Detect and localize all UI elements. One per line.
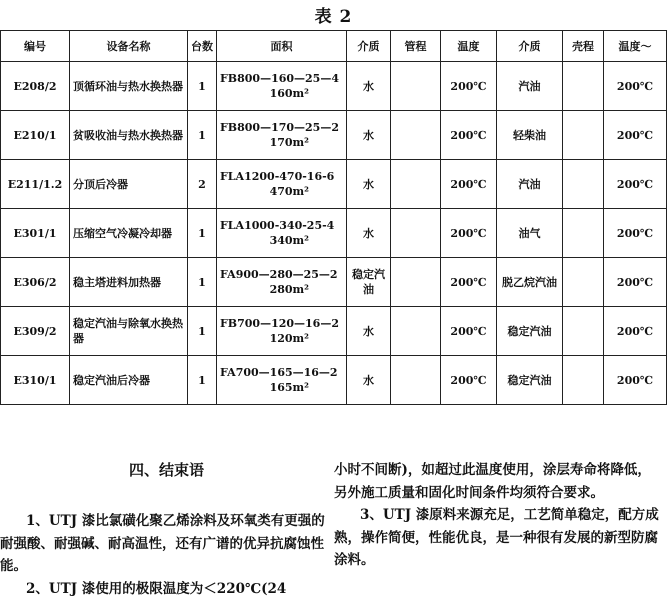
cell-count: 1 [188,111,217,160]
cell-name: 稳定汽油后冷器 [70,356,188,405]
equipment-table [0,30,667,405]
cell-shell-medium: 汽油 [497,160,563,209]
table-row [1,111,667,160]
cell-tube-temp: 200℃ [441,307,497,356]
header-shell-pass: 壳程 [563,31,604,62]
cell-shell-medium: 稳定汽油 [497,356,563,405]
table-row [1,356,667,405]
cell-area [217,160,347,209]
table-caption: 表 2 [314,7,353,27]
cell-area [217,111,347,160]
header-count: 台数 [188,31,217,62]
area-value: 165m² [269,381,309,394]
cell-shell-medium: 稳定汽油 [497,307,563,356]
cell-shell-temp: 200℃ [604,62,667,111]
cell-name: 稳定汽油与除氧水换热器 [70,307,188,356]
area-spec: FLA1000-340-25-4 [220,219,335,232]
cell-tube-pass [391,160,441,209]
section-title: 四、结束语 [128,461,204,479]
paragraph-3: 3、UTJ 漆原料来源充足，工艺简单稳定，配方成熟，操作简便，性能优良，是一种很有发展的新型防腐涂料。 [334,507,659,568]
table-row [1,209,667,258]
cell-id: E301/1 [1,209,70,258]
cell-shell-temp: 200℃ [604,160,667,209]
cell-area [217,62,347,111]
cell-shell-pass [563,356,604,405]
area-value: 280m² [269,283,309,296]
cell-tube-pass [391,62,441,111]
area-value: 120m² [269,332,309,345]
cell-tube-medium: 水 [347,160,391,209]
cell-shell-pass [563,62,604,111]
area-spec: FLA1200-470-16-6 [220,170,335,183]
cell-tube-temp: 200℃ [441,209,497,258]
cell-shell-temp: 200℃ [604,307,667,356]
cell-tube-medium: 水 [347,356,391,405]
cell-shell-pass [563,160,604,209]
area-spec: FB800—160—25—4 [220,72,339,85]
cell-area [217,356,347,405]
cell-shell-temp: 200℃ [604,258,667,307]
cell-shell-temp: 200℃ [604,111,667,160]
cell-tube-pass [391,209,441,258]
cell-tube-pass [391,111,441,160]
cell-tube-medium: 水 [347,111,391,160]
cell-tube-temp: 200℃ [441,258,497,307]
table-row [1,62,667,111]
cell-name: 压缩空气冷凝冷却器 [70,209,188,258]
cell-tube-temp: 200℃ [441,356,497,405]
cell-shell-pass [563,111,604,160]
cell-count: 1 [188,62,217,111]
cell-shell-pass [563,307,604,356]
table-header-row [1,31,667,62]
cell-shell-pass [563,258,604,307]
table-row [1,160,667,209]
header-id: 编号 [1,31,70,62]
area-spec: FB800—170—25—2 [220,121,339,134]
area-value: 340m² [269,234,309,247]
cell-tube-temp: 200℃ [441,160,497,209]
header-name: 设备名称 [70,31,188,62]
cell-id: E310/1 [1,356,70,405]
header-tube-temp: 温度 [441,31,497,62]
cell-tube-temp: 200℃ [441,62,497,111]
cell-count: 2 [188,160,217,209]
cell-tube-pass [391,356,441,405]
header-tube-pass: 管程 [391,31,441,62]
cell-tube-medium: 水 [347,209,391,258]
cell-shell-medium: 轻柴油 [497,111,563,160]
cell-tube-pass [391,307,441,356]
cell-id: E208/2 [1,62,70,111]
cell-name: 顶循环油与热水换热器 [70,62,188,111]
cell-shell-medium: 油气 [497,209,563,258]
area-value: 470m² [269,185,309,198]
area-value: 160m² [269,87,309,100]
cell-id: E306/2 [1,258,70,307]
cell-area [217,258,347,307]
cell-name: 分顶后冷器 [70,160,188,209]
cell-count: 1 [188,307,217,356]
cell-tube-medium: 水 [347,307,391,356]
cell-shell-medium: 脱乙烷汽油 [497,258,563,307]
header-area: 面积 [217,31,347,62]
cell-shell-pass [563,209,604,258]
cell-count: 1 [188,258,217,307]
cell-count: 1 [188,356,217,405]
cell-count: 1 [188,209,217,258]
cell-name: 贫吸收油与热水换热器 [70,111,188,160]
cell-tube-pass [391,258,441,307]
paragraph-2: 2、UTJ 漆使用的极限温度为＜220℃(24 [26,580,287,597]
cell-name: 稳主塔进料加热器 [70,258,188,307]
cell-tube-medium: 稳定汽油 [347,258,391,307]
cell-shell-temp: 200℃ [604,356,667,405]
text-column-right [334,459,664,572]
cell-tube-temp: 200℃ [441,111,497,160]
area-spec: FB700—120—16—2 [220,317,339,330]
cell-shell-temp: 200℃ [604,209,667,258]
area-spec: FA900—280—25—2 [220,268,338,281]
header-shell-medium: 介质 [497,31,563,62]
area-spec: FA700—165—16—2 [220,366,338,379]
cell-area [217,209,347,258]
cell-id: E210/1 [1,111,70,160]
header-tube-medium: 介质 [347,31,391,62]
text-column-left [0,510,327,600]
header-shell-temp: 温度～ [604,31,667,62]
paragraph-2-continued: 小时不间断)，如超过此温度使用，涂层寿命将降低，另外施工质量和固化时间条件均须符合要求。 [334,462,651,501]
table-row [1,307,667,356]
cell-area [217,307,347,356]
cell-id: E211/1.2 [1,160,70,209]
cell-tube-medium: 水 [347,62,391,111]
cell-id: E309/2 [1,307,70,356]
area-value: 170m² [269,136,309,149]
paragraph-1: 1、UTJ 漆比氯磺化聚乙烯涂料及环氧类有更强的耐强酸、耐强碱、耐高温性，还有广谱的优异抗腐蚀性能。 [0,513,325,574]
cell-shell-medium: 汽油 [497,62,563,111]
table-row [1,258,667,307]
